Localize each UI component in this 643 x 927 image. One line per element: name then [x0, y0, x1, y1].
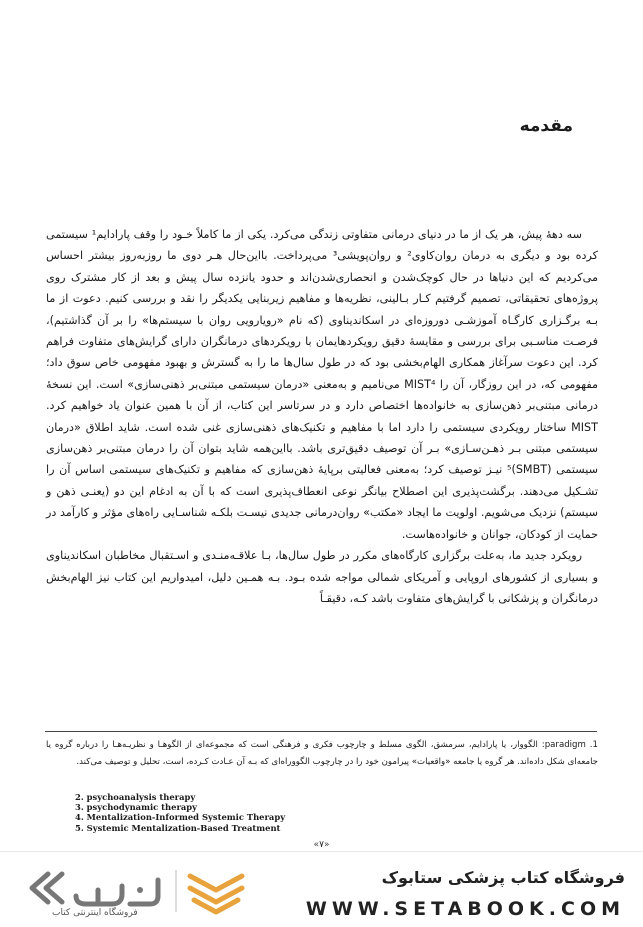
- store-url-link[interactable]: WWW.SETABOOK.COM: [305, 898, 625, 920]
- footnote-divider: [45, 731, 597, 732]
- store-name: فروشگاه کتاب پزشکی ستابوک: [381, 868, 625, 887]
- page-title: مقدمه: [519, 116, 573, 136]
- footnote-3: 3. psychodynamic therapy: [75, 802, 198, 813]
- paragraph-2: رویکرد جدید ما، به‌علت برگزاری کارگاه‌های مکرر در طول سال‌ها، بـا علاقـه‌منـدی و اسـتقبال مخاطبان اسکاندیناوی و بسیاری از کشورهای اروپایی و آمریکای شمالی مواجه شده بـود. بـه همـین دلیل، امیدواریم این کتاب نیز الهام‌بخش درمانگران و پزشکانی با گرایش‌های متفاوت باشد کـه، دقیقـاً: [46, 549, 598, 605]
- paragraph-1: سه دههٔ پیش، هر یک از ما در دنیای درمانی متفاوتی زندگی می‌کرد. یکی از ما کاملاً خـود را وقف پارادایم¹ سیستمی کرده بود و دیگری به درمان روان‌کاوی² و روان‌پویشی³ می‌پرداخت. بااین‌حال هـر دوی ما روزبه‌روز بیشتر احساس می‌کردیم که این دنیاها در حال کوچک‌شدن و انحصاری‌شدن‌اند و حدود یانزده سال پیش و بعد از کار مشترک روی پروژه‌های تحقیقاتی، تصمیم گرفتیم کـار بـالینی، نظریه‌ها و مفاهیم زیربنایی یکدیگر را نقد و بررسی کنیم. دعوت از ما بـه برگـزاری کارگـاه آموزشـی دوروزه‌ای در اسکاندیناوی (که نام «رویارویی روان با سیستم‌ها» را بر آن گذاشتیم)، فرصـت مناسـبی برای بررسی و مقایسهٔ دقیق رویکردهایمان با رویکردهای درمانگران دارای گرایش‌های متفاوت فراهم کرد. این دعوت سرآغاز همکاری الهام‌بخشی بود که در طول سال‌ها ما را به گسترش و بهبود مفهومی خاص سوق داد؛ مفهومی که، در این روزگار، آن را MIST⁴ می‌نامیم و به‌معنی «درمان سیستمی مبتنی‌بر ذهنی‌سازی» است. این نسخهٔ درمانی مبتنی‌بر ذهن‌سازی به خانواده‌ها اختصاص دارد و در سرتاسر این کتاب، از آن با همین عنوان یاد خواهیم کرد. MIST ساختار رویکردی سیستمی را دارد اما با مفاهیم و تکنیک‌های ذهنی‌سازی غنی شده است. شاید اطلاق «درمان سیستمی مبتنی بـر ذهـن‌سـازی» بـر آن توصیف دقیق‌تری باشد. بااین‌همه شاید بتوان آن را درمان مبتنی‌بر ذهن‌سازی سیستمی (SMBT)⁵ نیـز توصیف کرد؛ به‌معنی فعالیتی برپایهٔ ذهن‌سازی که مفاهیم و تکنیک‌های سیستمی اساس آن را تشـکیل می‌دهند. برگشت‌پذیری این اصطلاح بیانگر نوعی انعطاف‌پذیری است که با آن به ادغام این دو (یعنـی ذهن و سیستم) نزدیک می‌شویم. اولویت ما ایجاد «مکتب» روان‌درمانی جدیدی نیسـت بلکـه شناسـایی راه‌های مؤثر و کارآمد در حمایت از کودکان، جوانان و خانواده‌هاست.: [46, 228, 598, 541]
- page-number: «۷»: [313, 840, 330, 850]
- store-banner[interactable]: [0, 851, 643, 927]
- chevron-logo-icon: [32, 874, 62, 902]
- footnote-4: 4. Mentalization-Informed Systemic Therapy: [75, 812, 286, 823]
- footnote-5: 5. Systemic Mentalization-Based Treatment: [75, 822, 281, 833]
- footnotes-latin: [75, 792, 475, 833]
- footnote-2: 2. psychoanalysis therapy: [75, 792, 196, 802]
- footnote-1: 1. paradigm: الگووار، یا پارادایم، سرمشق، الگوی مسلط و چارچوب فکری و فرهنگی است که مجموعه‌ای از الگوهـا و نظریـه‌هـا را درباره گروه یا جامعه‌ای شکل داده‌اند. هر گروه یا جامعه «واقعیات» پیرامون خود را در چارچوب الگووراه‌ای که بـه آن عـادت کـرده، است، تحلیل و توصیف می‌کند.: [46, 740, 598, 767]
- body-text: [46, 224, 598, 609]
- book-icon: [190, 876, 242, 912]
- wordmark-icon: [76, 880, 158, 904]
- logo-caption: فروشگاه اینترنتی کتاب: [52, 908, 138, 918]
